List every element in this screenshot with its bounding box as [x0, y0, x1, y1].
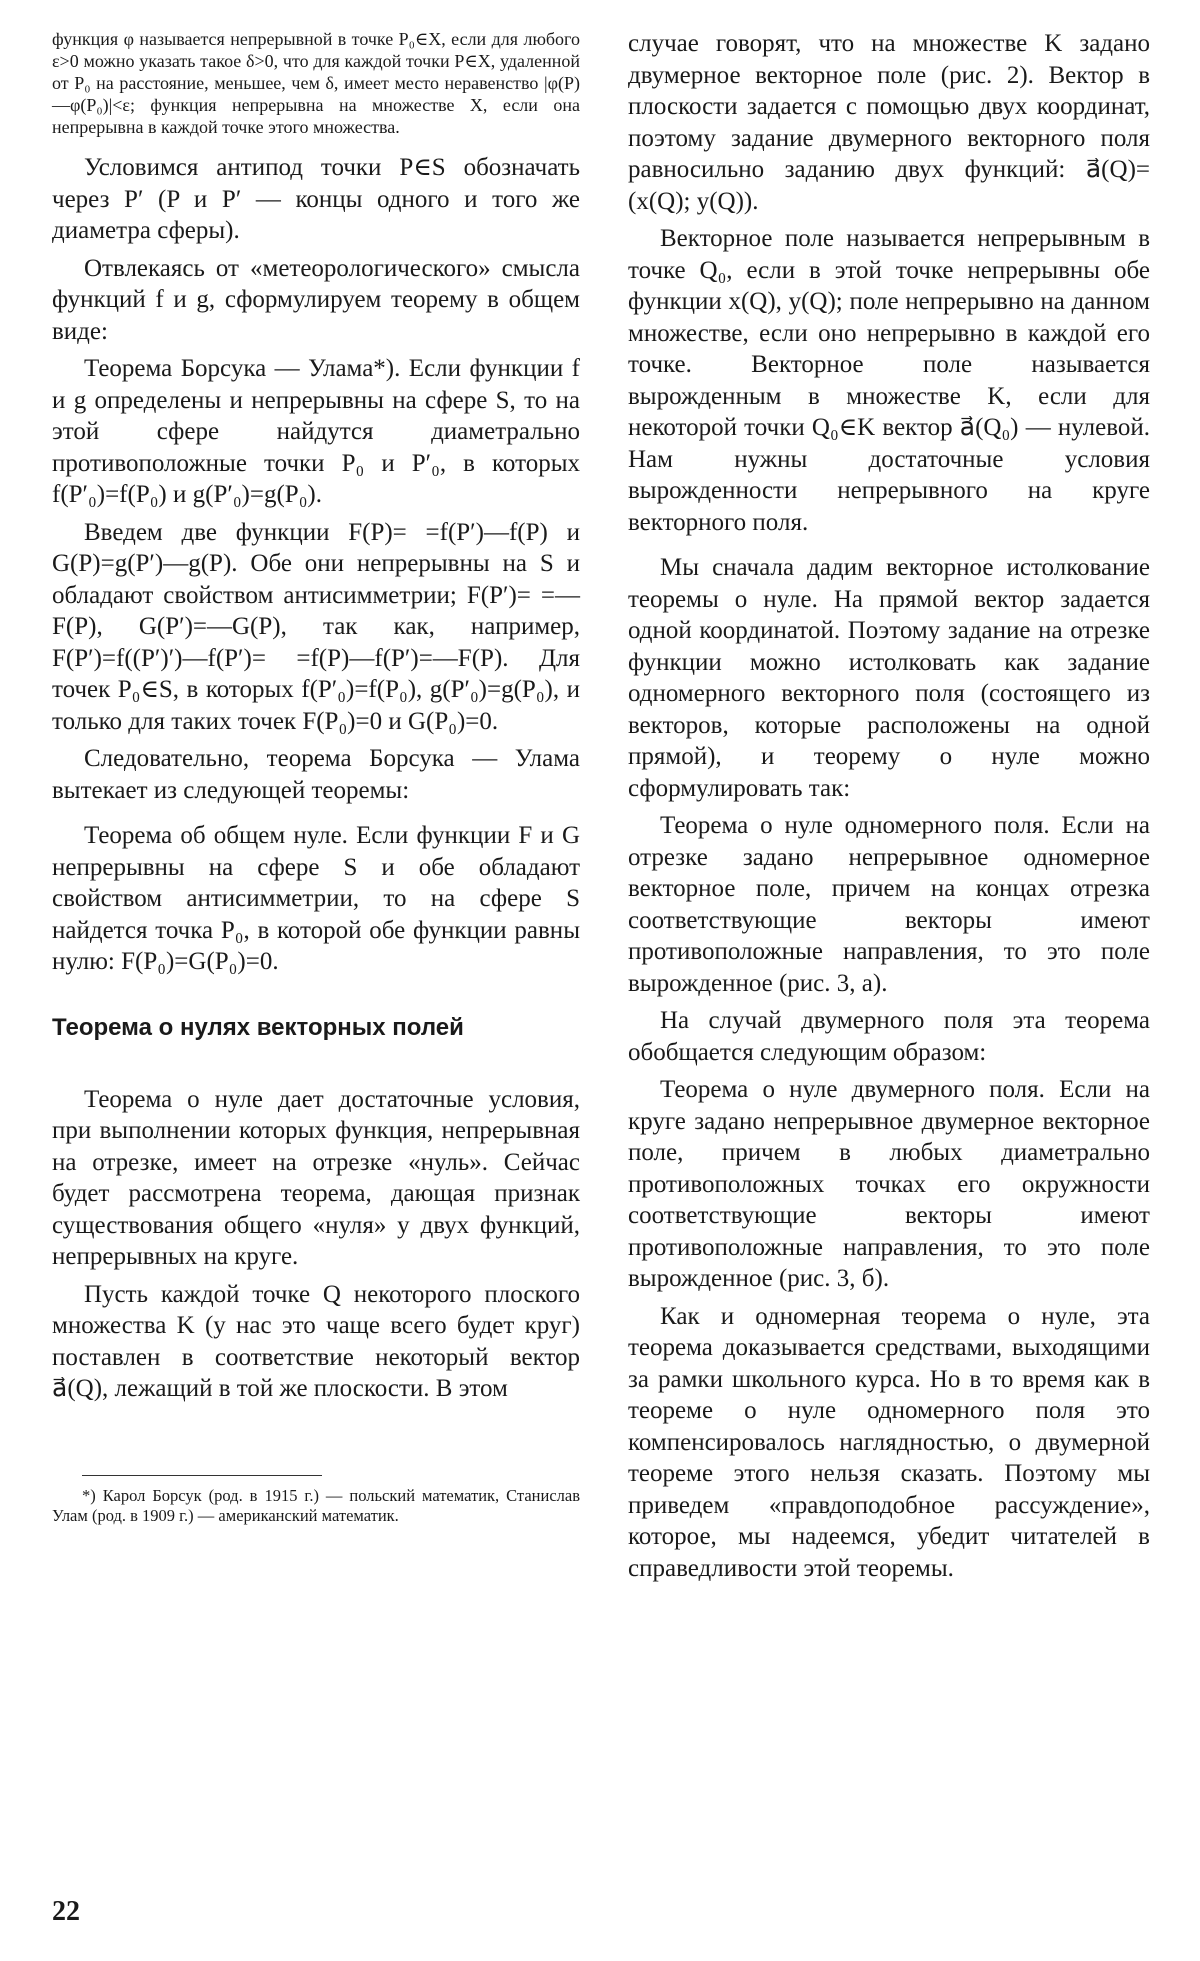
right-column [628, 28, 1150, 1584]
paragraph-generalization: На случай двумерного поля эта теорема обобщается следующим образом: [628, 1007, 1150, 1066]
paragraph-consequence: Следовательно, теорема Борсука — Улама вытекает из следующей теоремы: [52, 745, 580, 804]
paragraph-two-dim-field: случае говорят, что на множестве K задано двумерное векторное поле (рис. 2). Вектор в плоскости задается с помощью двух координат, поэтому задание двумерного векторного поля равносильно заданию двух функций: a⃗(Q)=(x(Q); y(Q)). [628, 30, 1150, 215]
theorem-common-zero: Теорема об общем нуле. Если функции F и G непрерывны на сфере S и обе обладают свойством антисимметрии, то на сфере S найдется точка P₀, в которой обе функции равны нулю: F(P₀)=G(P₀)=0. [52, 822, 580, 975]
page-number: 22 [52, 1896, 80, 1927]
left-column [52, 28, 580, 1526]
definition-paragraph: функция φ называется непрерывной в точке P₀∈X, если для любого ε>0 можно указать такое δ>0, что для каждой точки P∈X, удаленной от P₀ на расстояние, меньшее, чем δ, имеет место неравенство |φ(P)—φ(P₀)|<ε; функция непрерывна на множестве X, если она непрерывна в каждой точке этого множества. [52, 29, 580, 137]
paragraph-continuity-definition: Векторное поле называется непрерывным в точке Q₀, если в этой точке непрерывны обе функции x(Q), y(Q); поле непрерывно на данном множестве, если оно непрерывно в каждой его точке. Векторное поле называется вырожденным в множестве K, если для некоторой точки Q₀∈K вектор a⃗(Q₀) — нулевой. Нам нужны достаточные условия вырожденности непрерывного на круге векторного поля. [628, 225, 1150, 536]
footnote: *) Карол Борсук (род. в 1915 г.) — польский математик, Станислав Улам (род. в 1909 г.) — американский математик. [52, 1485, 580, 1525]
paragraph-vector-interpretation: Мы сначала дадим векторное истолкование теоремы о нуле. На прямой вектор задается одной координатой. Поэтому задание на отрезке функции можно истолковать как задание одномерного векторного поля (состоящего из векторов, которые расположены на одной прямой), и теорему о нуле можно сформулировать так: [628, 554, 1150, 802]
paragraph-zero-theorem-intro: Теорема о нуле дает достаточные условия, при выполнении которых функция, непрерывная на отрезке, имеет на отрезке «нуль». Сейчас будет рассмотрена теорема, дающая признак существования общего «нуля» у двух функций, непрерывных на круге. [52, 1085, 580, 1270]
paragraph-general-form: Отвлекаясь от «метеорологического» смысла функций f и g, сформулируем теорему в общем виде: [52, 254, 580, 345]
section-heading: Теорема о нулях векторных полей [52, 1013, 464, 1041]
paragraph-antipode: Условимся антипод точки P∈S обозначать через P′ (P и P′ — концы одного и того же диаметра сферы). [52, 154, 580, 244]
paragraph-vector-assignment: Пусть каждой точке Q некоторого плоского множества K (у нас это чаще всего будет круг) поставлен в соответствие некоторый вектор a⃗(Q), лежащий в той же плоскости. В этом [52, 1280, 580, 1402]
paragraph-functions-fg: Введем две функции F(P)= =f(P′)—f(P) и G(P)=g(P′)—g(P). Обе они непрерывны на S и обладают свойством антисимметрии; F(P′)= =—F(P), G(P′)=—G(P), так как, например, F(P′)=f((P′)′)—f(P′)= =f(P)—f(P′)=—F(P). Для точек P₀∈S, в которых f(P′₀)=f(P₀), g(P′₀)=g(P₀), и только для таких точек F(P₀)=0 и G(P₀)=0. [52, 518, 580, 735]
theorem-borsuk-ulam: Теорема Борсука — Улама*). Если функции f и g определены и непрерывны на сфере S, то на этой сфере найдутся диаметрально противоположные точки P₀ и P′₀, в которых f(P′₀)=f(P₀) и g(P′₀)=g(P₀). [52, 355, 580, 508]
theorem-one-dim-field: Теорема о нуле одномерного поля. Если на отрезке задано непрерывное одномерное векторное поле, причем на концах отрезка соответствующие векторы имеют противоположные направления, то это поле вырожденное (рис. 3, а). [628, 812, 1150, 997]
paragraph-plausible-reasoning: Как и одномерная теорема о нуле, эта теорема доказывается средствами, выходящими за рамки школьного курса. Но в то время как в теореме о нуле одномерного поля это компенсировалось наглядностью, о двумерной теореме этого нельзя сказать. Поэтому мы приведем «правдоподобное рассуждение», которое, мы надеемся, убедит читателей в справедливости этой теоремы. [628, 1302, 1150, 1582]
footnote-divider [82, 1475, 322, 1476]
theorem-two-dim-field: Теорема о нуле двумерного поля. Если на круге задано непрерывное двумерное векторное поле, причем в любых диаметрально противоположных точках его окружности соответствующие векторы имеют противоположные направления, то это поле вырожденное (рис. 3, б). [628, 1076, 1150, 1292]
